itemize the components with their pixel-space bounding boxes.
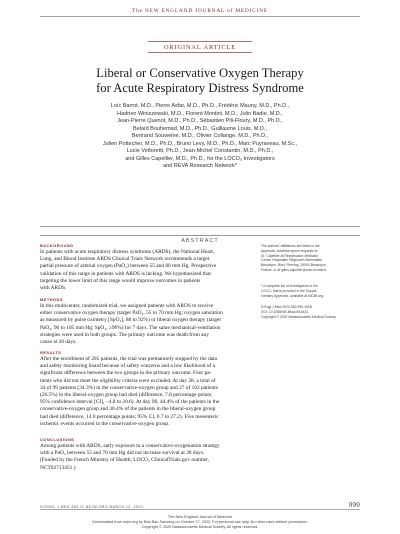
footer-rule [40, 509, 360, 510]
author-line: Jean-Pierre Quenot, M.D., Ph.D., Sébastien Pili-Floury, M.D., Ph.D., [117, 118, 283, 124]
text-line: had died (difference, 14.0 percentage points; 95% CI, 0.7 to 27.2). Five mesenteric [40, 413, 219, 420]
side-text-line: Besançon, Blvd. Fleming, 25000 Besançon, [261, 263, 327, 267]
text-line: as measured by pulse oximetry [SpO₂], 88 to 92%) or liberal oxygen therapy (target [40, 317, 221, 324]
article-title-line-1: Liberal or Conservative Oxygen Therapy [96, 66, 304, 80]
text-line: with a PaO₂ between 55 and 70 mm Hg did not increase survival at 28 days. [40, 450, 205, 457]
article-title-line-2: for Acute Respiratory Distress Syndrome [96, 81, 304, 95]
issue-line: N ENGL J MED 382;11 NEJM.ORG MARCH 12, 2020 [40, 505, 147, 509]
author-line: Loïc Barrot, M.D., Pierre Asfar, M.D., Ph.D., Frédéric Mauny, M.D., Ph.D., [110, 103, 290, 109]
text-line: strategies were used in both groups. The primary outcome was death from any [40, 331, 209, 338]
conclusions-label: CONCLUSIONS [40, 437, 75, 442]
author-line: Belaïd Bouhemad, M.D., Ph.D., Guillaume Louis, M.D., [133, 125, 267, 132]
text-line: validation of this range in patients with ARDS is lacking. We hypothesized that [40, 270, 211, 277]
text-line: either conservative oxygen therapy (target PaO₂, 55 to 70 mm Hg; oxygen saturation [40, 310, 223, 317]
text-line: (26.5%) in the liberal-oxygen group had died (difference, 7.8 percentage points; [40, 392, 213, 399]
text-line: conservative-oxygen group and 30.4% of the patients in the liberal-oxygen group [40, 406, 216, 413]
results-label: RESULTS [40, 350, 62, 355]
text-line: ischemic events occurred in the conservative-oxygen group. [40, 420, 170, 427]
side-text-line: The authors' affiliations are listed in the [261, 244, 320, 248]
author-line: Bertrand Souweine, M.D., Olivier Collange, M.D., Ph.D., [131, 133, 269, 139]
section-label-box [148, 41, 252, 53]
text-line: partial pressure of arterial oxygen (PaO₂) between 55 and 80 mm Hg. Prospective [40, 263, 217, 270]
methods-paragraph [40, 303, 256, 346]
text-line: Among patients with ARDS, early exposure to a conservative-oxygenation strategy [40, 443, 220, 449]
side-text-line: mentary Appendix, available at NEJM.org. [261, 293, 325, 298]
side-text-line: N Engl J Med 2020;382:999-1008. [261, 305, 313, 309]
text-line: NCT02713451.) [40, 464, 76, 471]
side-text-line: LOCO₂ trial is provided in the Supple- [261, 288, 318, 293]
side-text-line: * A complete list of investigators in the [261, 284, 318, 288]
author-list [40, 103, 360, 171]
results-paragraph [40, 356, 256, 428]
side-text-line: Centre Hospitalier Régional Universitaire [261, 258, 323, 263]
citation-note [261, 305, 361, 319]
text-line: In this multicenter, randomized trial, we assigned patients with ARDS to receive [40, 303, 214, 309]
text-line: cause at 28 days. [40, 339, 77, 346]
abstract-heading-bar [40, 226, 360, 244]
text-line: Lung, and Blood Institute ARDS Clinical Trials Network recommends a target [40, 256, 210, 263]
text-line: with ARDS. [40, 285, 67, 292]
text-line: 95% confidence interval [CI], −4.8 to 20.6). At day 90, 44.4% of the patients in the [40, 399, 220, 406]
author-line: Lucie Vettoretti, Ph.D., Jean-Michel Constantin, M.D., Ph.D., [126, 148, 274, 154]
text-line: PaO₂, 90 to 105 mm Hg; SpO₂, ≥96%) for 7 days. The same mechanical-ventilation [40, 324, 221, 331]
text-line: 34 of 99 patients (34.3%) in the conservative-oxygen group and 27 of 102 patients [40, 384, 218, 391]
author-line: Hadrien Winiszewski, M.D., Florent Montini, M.D., Julio Badie, M.D., [117, 110, 283, 117]
abstract-heading: ABSTRACT [181, 238, 219, 244]
author-line: Julien Pottecher, M.D., Ph.D., Bruno Levy, M.D., Ph.D., Marc Puyraveau, M.Sc., [102, 140, 298, 147]
side-text-line: France, or at gilles.capellier@univ-fcomte.fr. [261, 267, 328, 272]
background-label: BACKGROUND [40, 243, 74, 248]
section-label: ORIGINAL ARTICLE [163, 43, 237, 51]
side-text-line: Appendix. Address reprint requests to [261, 248, 318, 253]
journal-footer-line: The New England Journal of Medicine [167, 515, 233, 519]
text-line: tients who did not meet the eligibility criteria were excluded. At day 28, a total of [40, 377, 216, 384]
journal-header: The NEW ENGLAND JOURNAL of MEDICINE [132, 8, 268, 14]
author-line: and REVA Research Network* [163, 163, 237, 169]
side-text-line: DOI: 10.1056/NEJMoa1916431 [261, 309, 309, 314]
page-number: 999 [340, 502, 360, 509]
side-text-line: Copyright © 2020 Massachusetts Medical Society. [261, 314, 337, 319]
text-line: significant difference between the two groups in the primary outcome. Four pa- [40, 370, 212, 377]
background-paragraph [40, 249, 256, 292]
text-line: targeting the lower limit of this range would improve outcomes in patients [40, 277, 201, 284]
side-text-line: Dr. Capellier at Réanimation Médicale, [261, 253, 319, 258]
text-line: and safety monitoring board because of safety concerns and a low likelihood of a [40, 363, 215, 370]
author-line: and Gilles Capellier, M.D., Ph.D., for the LOCO₂ Investigators [125, 155, 275, 162]
conclusions-paragraph [40, 443, 256, 472]
text-line: (Funded by the French Ministry of Health; LOCO₂ ClinicalTrials.gov number, [40, 457, 210, 464]
affiliation-note [261, 244, 361, 273]
header-rule [40, 16, 360, 17]
copyright-line: Copyright © 2020 Massachusetts Medical Society. All rights reserved. [141, 525, 259, 529]
download-line: Downloaded from nejm.org by Bob Bao Sarwong on October 27, 2022. For personal use only. No other uses without permission. [92, 520, 308, 524]
methods-label: METHODS [40, 297, 63, 302]
investigators-note [261, 284, 361, 298]
text-line: After the enrollment of 205 patients, the trial was prematurely stopped by the data [40, 356, 217, 362]
text-line: In patients with acute respiratory distress syndrome (ARDS), the National Heart, [40, 249, 215, 255]
